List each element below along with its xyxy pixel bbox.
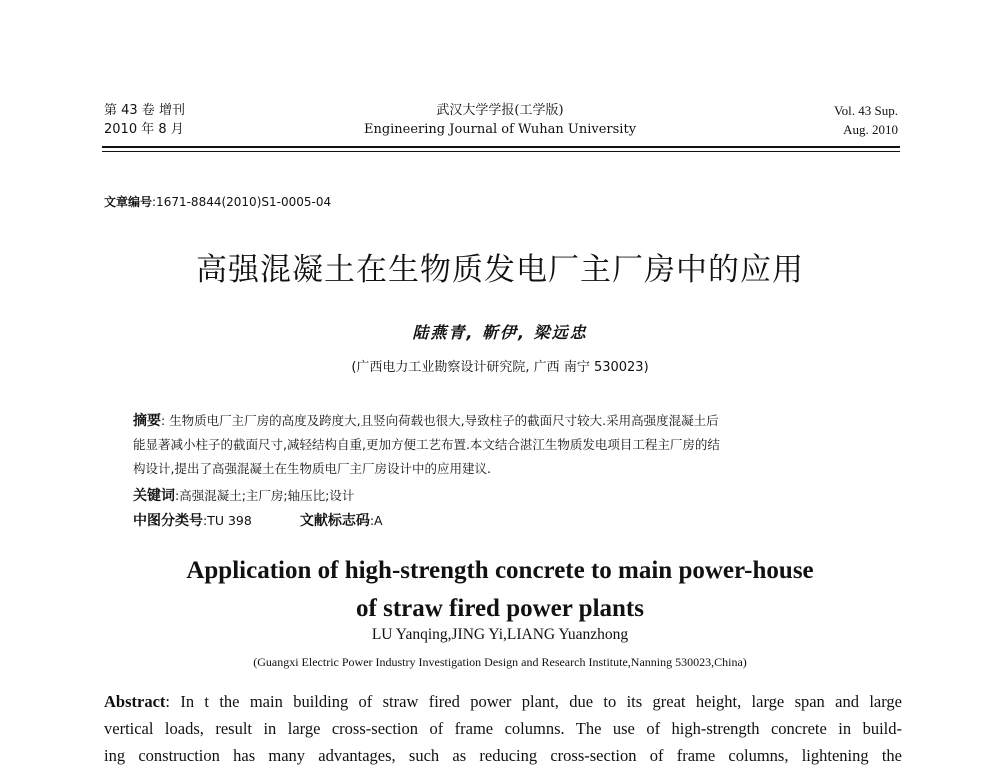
- abstract-en-line: [104, 688, 902, 715]
- keywords-zh-label: 关键词: [133, 488, 175, 504]
- doc-code-label: 文献标志码: [299, 513, 370, 529]
- abstract-en: [104, 688, 902, 769]
- classification-value: :TU 398: [203, 513, 252, 528]
- abstract-zh-line: 构设计,提出了高强混凝土在生物质电厂主厂房设计中的应用建议.: [133, 461, 491, 476]
- classification-line: [133, 510, 383, 530]
- abstract-zh-line: [133, 409, 873, 433]
- abstract-zh-text: : 生物质电厂主厂房的高度及跨度大,且竖向荷载也很大,导致柱子的截面尺寸较大.采用高强度混凝土后: [161, 413, 719, 428]
- header-rule-thin: [102, 151, 900, 152]
- abstract-en-line: vertical loads, result in large cross-section of frame columns. The use of high-strength concrete in build-: [104, 719, 902, 738]
- volume-issue-en: Vol. 43 Sup.: [833, 103, 898, 118]
- title-en-line: Application of high-strength concrete to main power-house: [186, 557, 814, 584]
- date-en: Aug. 2010: [843, 122, 898, 137]
- volume-issue-zh: 第 43 卷 增刊: [104, 103, 185, 118]
- abstract-en-text: : In t the main building of straw fired power plant, due to its great height, large span and large: [165, 692, 902, 711]
- journal-name-zh: 武汉大学学报(工学版): [436, 103, 564, 118]
- doc-code-value: :A: [369, 513, 383, 528]
- affiliation-zh: (广西电力工业勘察设计研究院, 广西 南宁 530023): [351, 360, 649, 375]
- article-number: [104, 193, 331, 210]
- authors-zh: 陆燕青, 靳伊, 梁远忠: [412, 323, 588, 342]
- abstract-zh-label: 摘要: [133, 413, 161, 429]
- article-number-label: 文章编号: [104, 195, 153, 209]
- keywords-zh: [133, 485, 354, 505]
- title-en: [0, 552, 1000, 628]
- journal-header-left: [104, 101, 185, 139]
- title-zh: 高强混凝土在生物质发电厂主厂房中的应用: [196, 252, 804, 288]
- keywords-zh-value: :高强混凝土;主厂房;轴压比;设计: [175, 488, 355, 503]
- affiliation-en: (Guangxi Electric Power Industry Investigation Design and Research Institute,Nanning 530023,China): [253, 655, 747, 669]
- journal-header-center: [300, 101, 700, 139]
- article-number-value: :1671-8844(2010)S1-0005-04: [152, 195, 332, 209]
- abstract-zh-line: 能显著减小柱子的截面尺寸,减轻结构自重,更加方便工艺布置.本文结合湛江生物质发电项目工程主厂房的结: [133, 437, 720, 452]
- journal-header-right: [834, 101, 898, 139]
- journal-name-en: Engineering Journal of Wuhan University: [363, 122, 637, 137]
- abstract-en-line: ing construction has many advantages, such as reducing cross-section of frame columns, lightening the: [104, 746, 902, 765]
- abstract-zh: [133, 409, 873, 481]
- header-rule-thick: [102, 146, 900, 148]
- classification-label: 中图分类号: [133, 513, 203, 529]
- date-zh: 2010 年 8 月: [104, 122, 184, 137]
- abstract-en-label: Abstract: [104, 692, 166, 711]
- title-en-line: of straw fired power plants: [356, 595, 644, 622]
- authors-en: LU Yanqing,JING Yi,LIANG Yuanzhong: [371, 626, 629, 643]
